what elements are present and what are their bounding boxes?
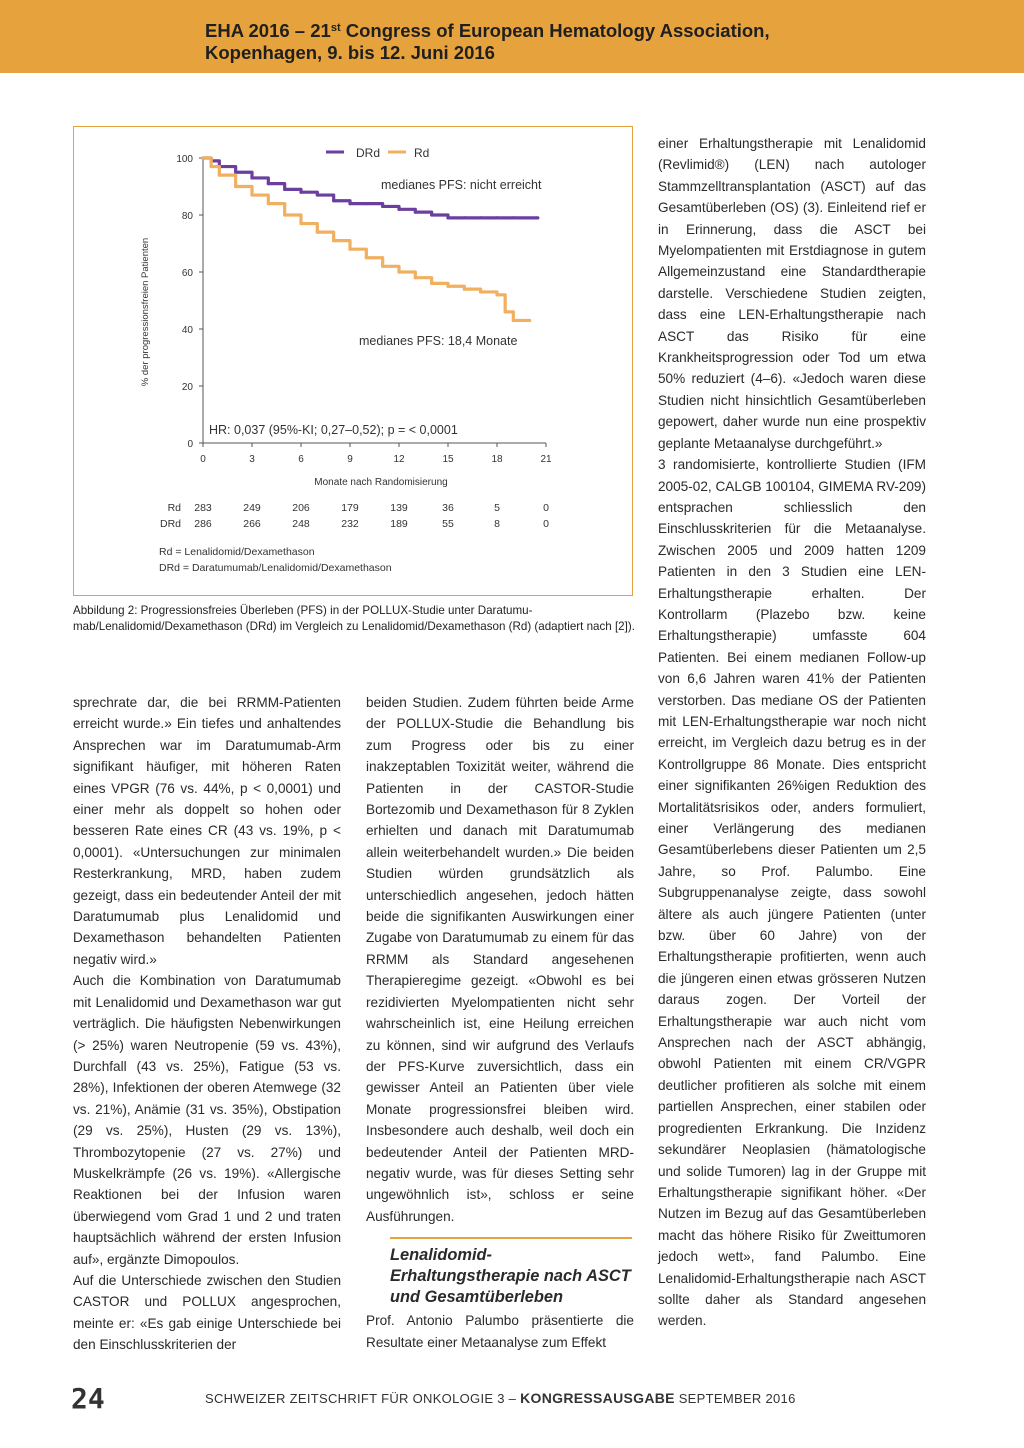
legend-drd-label: DRd	[356, 146, 381, 160]
x-tick-label: 21	[540, 454, 552, 465]
article-column-1	[73, 692, 341, 1356]
paragraph: 3 randomisierte, kontrollierte Studien (IFM 2005-02, CALGB 100104, GIMEMA RV-209) entsprachen schliesslich den Einschlusskriterien für die Metaanalyse. Zwischen 2005 und 2009 hatten 1209 Patienten in den 3 Studien eine LEN-Erhaltungstherapie erhalten. Der Kontrollarm (Plazebo bzw. keine Erhaltungstherapie) umfasste 604 Patienten. Bei einem medianen Follow-up von 6,6 Jahren waren 41% der Patienten verstorben. Das mediane OS der Patienten mit LEN-Erhaltungstherapie war noch nicht erreicht, im Vergleich dazu betrug es in der Kontrollgruppe 86 Monate. Dies entspricht einer signifikanten 26%igen Reduktion des Mortalitätsrisikos oder, anders formuliert, einer Verlängerung des medianen Gesamtüberlebens dieser Patienten um 2,5 Jahre, so Prof. Palumbo. Eine Subgruppenanalyse zeigte, dass sowohl ältere als auch jüngere Patienten (unter bzw. über 60 Jahre) von der Erhaltungstherapie profitierten, wenn auch die jüngeren einen etwas grösseren Nutzen daraus zogen. Der Vorteil der Erhaltungstherapie war auch nicht vom Ansprechen nach der ASCT abhängig, obwohl Patienten mit einem CR/VGPR deutlicher profitieren als solche mit einem partiellen Ansprechen, einer stabilen oder progredienten Erkrankung. Die Inzidenz sekundärer Neoplasien (hämatologische und solide Tumoren) lag in der Gruppe mit Erhaltungstherapie signifikant höher. «Der Nutzen im Bezug auf das Gesamtüberleben macht das höhere Risiko für Zweittumoren jedoch wett», fand Palumbo. Eine Lenalidomid-Erhaltungstherapie nach ASCT sollte daher als Standard angesehen werden.	[658, 457, 926, 1329]
series-rd-point	[234, 185, 237, 188]
series-drd-point	[250, 176, 253, 179]
chart-legend	[326, 146, 429, 160]
paragraph: Auf die Unterschiede zwischen den Studien CASTOR und POLLUX angesprochen, meinte er: «Es gab einige Unterschiede bei den Einschlusskriterien der	[73, 1272, 341, 1353]
series-rd-point	[348, 248, 351, 251]
series-drd-point	[430, 213, 433, 216]
series-rd-point	[512, 319, 515, 322]
series-rd-point	[283, 213, 286, 216]
risk-table-cell: 283	[194, 502, 212, 514]
y-tick-label: 20	[181, 382, 193, 393]
paragraph: beiden Studien. Zudem führten beide Arme der POLLUX-Studie die Behandlung bis zum Progress oder bis zu einer inakzeptablen Toxizität weiter, während die Patienten in der CASTOR-Studie Bortezomib und Dexamethason für 8 Zyklen erhielten und danach mit Daratumumab allein weiterbehandelt wurden.» Die beiden Studien würden grundsätzlich als unterschiedlich angesehen, jedoch hätten beide die signifikanten Auswirkungen einer Zugabe von Daratumumab zu einem für das RRMM als Standard angesehenen Therapieregime gezeigt. «Obwohl es bei rezidivierten Myelompatienten nicht sehr wahrscheinlich ist, eine Heilung erreichen zu können, sind wir aufgrund des Verlaufs der PFS-Kurve zuversichtlich, dass ein gewisser Anteil an Patienten über viele Monate progressionsfrei bleiben wird. Insbesondere auch deshalb, weil doch ein bedeutender Anteil der Patienten MRD-negativ wurde, was für dieses Setting sehr ungewöhnlich ist», schloss er seine Ausführungen.	[366, 695, 634, 1224]
risk-table-cell: 0	[543, 518, 549, 530]
series-drd-point	[463, 216, 466, 219]
risk-table-cell: 189	[390, 518, 408, 530]
series-rd-point	[365, 256, 368, 259]
risk-table-cell: 249	[243, 502, 261, 514]
y-tick-label: 60	[181, 268, 193, 279]
series-rd-point	[430, 282, 433, 285]
series-rd-point	[299, 222, 302, 225]
pfs-chart-svg	[74, 127, 634, 597]
page-number: 24	[71, 1382, 105, 1415]
x-tick-label: 15	[442, 454, 454, 465]
series-rd-point	[316, 231, 319, 234]
series-drd-point	[512, 216, 515, 219]
figure-caption: Abbildung 2: Progressionsfreies Überleben (PFS) in der POLLUX-Studie unter Daratumumab/Lenalidomid/Dexamethason (DRd) im Vergleich zu Lenalidomid/Dexamethason (Rd) (adaptiert nach [2]).	[73, 604, 635, 633]
series-rd-point	[201, 156, 204, 159]
series-drd-point	[446, 216, 449, 219]
series-drd-point	[397, 208, 400, 211]
article-column-3	[658, 133, 926, 1332]
x-tick-label: 9	[347, 454, 353, 465]
series-drd-point	[414, 211, 417, 214]
footer-journal: SCHWEIZER ZEITSCHRIFT FÜR ONKOLOGIE 3 –	[205, 1391, 521, 1406]
series-rd-point	[446, 285, 449, 288]
series-rd-point	[479, 290, 482, 293]
series-rd-point	[267, 202, 270, 205]
paragraph: Prof. Antonio Palumbo präsentierte die Resultate einer Metaanalyse zum Effekt	[366, 1313, 634, 1350]
series-drd-point	[299, 191, 302, 194]
x-tick-label: 6	[298, 454, 304, 465]
footer-journal-line	[205, 1390, 796, 1406]
y-axis-label: % der progressionsfreien Patienten	[140, 237, 151, 387]
y-tick-label: 40	[181, 325, 193, 336]
risk-table-row-label: Rd	[167, 502, 181, 514]
chart-axes	[176, 154, 552, 465]
risk-table-cell: 248	[292, 518, 310, 530]
header-title-line1: EHA 2016 – 21st Congress of European Hematology Association,	[205, 20, 770, 41]
page-header	[0, 0, 1024, 73]
series-drd-point	[381, 205, 384, 208]
y-tick-label: 0	[187, 439, 193, 450]
footer-edition: KONGRESSAUSGABE	[520, 1390, 675, 1406]
series-drd-point	[536, 216, 539, 219]
risk-table-cell: 8	[494, 518, 500, 530]
article-column-2	[366, 692, 634, 1353]
series-rd-point	[504, 310, 507, 313]
paragraph: einer Erhaltungstherapie mit Lenalidomid (Revlimid®) (LEN) nach autologer Stammzelltransplantation (ASCT) auf das Gesamtüberleben (OS) (3). Einleitend rief er in Erinnerung, dass die ASCT bei Myelompatienten mit Erstdiagnose in gutem Allgemeinzustand eine Standardtherapie darstelle. Verschiedene Studien zeigten, dass eine LEN-Erhaltungstherapie nach ASCT das Risiko für eine Krankheitsprogression oder Tod um etwa 50% reduziert (4–6). «Jedoch waren diese Studien nicht hinsichtlich Gesamtüberleben gepowert, daher wurde nun eine prospektiv geplante Metaanalyse durchgeführt.»	[658, 136, 926, 451]
series-rd-point	[332, 239, 335, 242]
series-drd-point	[316, 193, 319, 196]
series-rd-point	[495, 293, 498, 296]
series-drd-point	[332, 199, 335, 202]
series-rd-point	[414, 276, 417, 279]
y-tick-label: 80	[181, 211, 193, 222]
risk-table-cell: 5	[494, 502, 500, 514]
series-drd-point	[365, 202, 368, 205]
series-rd-point	[250, 193, 253, 196]
risk-table-cell: 139	[390, 502, 408, 514]
header-title-line2: Kopenhagen, 9. bis 12. Juni 2016	[205, 42, 495, 63]
series-rd-point	[528, 319, 531, 322]
header-title	[205, 20, 985, 64]
subheading-rule	[390, 1237, 632, 1239]
risk-table-row-label: DRd	[159, 518, 181, 530]
footnote-drd: DRd = Daratumumab/Lenalidomid/Dexamethason	[159, 562, 392, 574]
x-tick-label: 0	[200, 454, 206, 465]
series-drd-point	[234, 171, 237, 174]
section-subheading: Lenalidomid-Erhaltungstherapie nach ASCT und Gesamtüberleben	[390, 1246, 631, 1307]
x-tick-label: 18	[491, 454, 503, 465]
paragraph: Auch die Kombination von Daratumumab mit Lenalidomid und Dexamethason war gut verträglich. Die häufigsten Nebenwirkungen (> 25%) waren Neutropenie (59 vs. 43%), Durchfall (43 vs. 25%), Fatigue (53 vs. 28%), Infektionen der oberen Atemwege (32 vs. 21%), Anämie (31 vs. 35%), Obstipation (29 vs. 25%), Husten (29 vs. 13%), Thrombozytopenie (27 vs. 27%) und Muskelkrämpfe (26 vs. 19%). «Allergische Reaktionen bei der Infusion waren überwiegend vom Grad 1 und 2 und traten hauptsächlich während der ersten Infusion auf», ergänzte Dimopoulos.	[73, 973, 341, 1267]
risk-table-cell: 232	[341, 518, 359, 530]
series-rd-point	[397, 270, 400, 273]
risk-table-cell: 0	[543, 502, 549, 514]
risk-table-cell: 179	[341, 502, 359, 514]
footer-date: SEPTEMBER 2016	[674, 1391, 796, 1406]
series-drd-point	[348, 202, 351, 205]
paragraph: sprechrate dar, die bei RRMM-Patienten erreicht wurde.» Ein tiefes und anhaltendes Ansprechen war im Daratumumab-Arm signifikant häufiger, mit höheren Raten eines VPGR (76 vs. 44%, p < 0,0001) und einer mehr als doppelt so hohen oder besseren Rate eines CR (43 vs. 19%, p < 0,0001). «Untersuchungen zur minimalen Resterkrankung, MRD, haben zudem gezeigt, dass ein bedeutender Anteil der mit Daratumumab plus Lenalidomid und Dexamethason behandelten Patienten negativ wird.»	[73, 695, 341, 967]
x-axis-label: Monate nach Randomisierung	[314, 477, 448, 488]
series-drd-point	[283, 188, 286, 191]
risk-table-cell: 206	[292, 502, 310, 514]
series-drd-point	[267, 182, 270, 185]
x-tick-label: 12	[393, 454, 405, 465]
series-rd-point	[218, 174, 221, 177]
annotation-rd-median: medianes PFS: 18,4 Monate	[359, 334, 518, 348]
series-rd-point	[210, 165, 213, 168]
y-tick-label: 100	[176, 154, 193, 165]
risk-table-cell: 55	[442, 518, 454, 530]
annotation-drd-median: medianes PFS: nicht erreicht	[381, 178, 542, 192]
footnote-rd: Rd = Lenalidomid/Dexamethason	[159, 546, 315, 558]
x-tick-label: 3	[249, 454, 255, 465]
hazard-ratio-text: HR: 0,037 (95%-KI; 0,27–0,52); p = < 0,0001	[209, 423, 458, 437]
series-drd-point	[479, 216, 482, 219]
series-rd-point	[381, 265, 384, 268]
legend-rd-label: Rd	[414, 146, 430, 160]
series-drd-point	[495, 216, 498, 219]
risk-table-cell: 286	[194, 518, 212, 530]
risk-table-cell: 36	[442, 502, 454, 514]
figure-pfs-chart	[73, 126, 633, 596]
risk-table	[160, 502, 549, 530]
series-rd-point	[463, 288, 466, 291]
risk-table-cell: 266	[243, 518, 261, 530]
